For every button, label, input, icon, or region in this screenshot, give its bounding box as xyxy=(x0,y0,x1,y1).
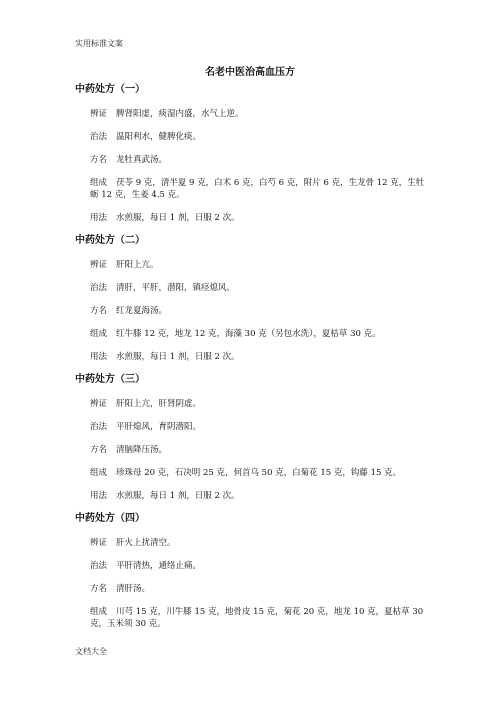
entry-text: 脾肾阳虚，痰湿内盛，水气上逆。 xyxy=(116,109,244,119)
entry-diagnosis xyxy=(75,398,430,410)
section-title: 中药处方（四） xyxy=(75,513,145,524)
entry-text: 茯苓 9 克，清半夏 9 克，白术 6 克，白芍 6 克，附片 6 克，生龙骨 12 克，生牡蛎 12 克，生姜 4.5 克。 xyxy=(90,178,425,200)
entry-usage xyxy=(75,212,430,224)
entry-formula-name xyxy=(75,154,430,166)
entry-text: 水煎服，每日 1 剂，日服 2 次。 xyxy=(116,213,240,223)
header-note: 实用标准文案 xyxy=(75,39,123,48)
entry-treatment xyxy=(75,560,430,572)
entry-text: 温阳利水，健脾化痰。 xyxy=(116,132,202,142)
entry-treatment xyxy=(75,131,430,143)
section-title: 中药处方（一） xyxy=(75,84,145,95)
entry-label: 辨证 xyxy=(90,538,108,548)
entry-text: 珍珠母 20 克，石决明 25 克，何首乌 50 克，白菊花 15 克，钩藤 15 克。 xyxy=(116,468,402,478)
entry-text: 红牛膝 12 克，地龙 12 克，海藻 30 克（另包水洗），夏枯草 30 克。 xyxy=(116,329,381,339)
entry-label: 方名 xyxy=(90,306,108,316)
entry-usage xyxy=(75,490,430,502)
entry-label: 用法 xyxy=(90,213,108,223)
entry-text: 肝火上扰清空。 xyxy=(116,538,176,548)
entry-text: 肝阳上亢，肝肾阴虚。 xyxy=(116,399,202,409)
entry-text: 清脑降压汤。 xyxy=(116,445,168,455)
entry-text: 平肝熄风，育阴潜阳。 xyxy=(116,422,202,432)
entry-text: 水煎服，每日 1 剂，日服 2 次。 xyxy=(116,352,240,362)
entry-label: 组成 xyxy=(90,178,108,188)
entry-formula-name xyxy=(75,305,430,317)
entry-diagnosis xyxy=(75,108,430,120)
entry-label: 用法 xyxy=(90,491,108,501)
prescription-section-3 xyxy=(75,374,430,502)
entry-text: 红龙夏海汤。 xyxy=(116,306,168,316)
entry-ingredients xyxy=(75,467,430,479)
prescription-section-4 xyxy=(75,513,430,630)
entry-text: 龙牡真武汤。 xyxy=(116,155,168,165)
entry-label: 组成 xyxy=(90,329,108,339)
entry-ingredients xyxy=(75,606,430,630)
entry-text: 肝阳上亢。 xyxy=(116,260,159,270)
entry-label: 治法 xyxy=(90,132,108,142)
entry-text: 水煎服，每日 1 剂，日服 2 次。 xyxy=(116,491,240,501)
prescription-section-2 xyxy=(75,235,430,363)
entry-label: 辨证 xyxy=(90,399,108,409)
entry-label: 组成 xyxy=(90,468,108,478)
entry-label: 组成 xyxy=(90,607,108,617)
entry-formula-name xyxy=(75,444,430,456)
entry-text: 平肝清热，通络止痛。 xyxy=(116,561,202,571)
entry-treatment xyxy=(75,282,430,294)
entry-text: 清肝，平肝，潜阳，镇痉熄风。 xyxy=(116,283,236,293)
document-body xyxy=(75,84,430,641)
entry-formula-name xyxy=(75,583,430,595)
entry-ingredients xyxy=(75,328,430,340)
entry-label: 辨证 xyxy=(90,109,108,119)
entry-label: 方名 xyxy=(90,155,108,165)
entry-diagnosis xyxy=(75,259,430,271)
entry-label: 辨证 xyxy=(90,260,108,270)
entry-text: 清肝汤。 xyxy=(116,584,151,594)
entry-label: 方名 xyxy=(90,445,108,455)
entry-label: 用法 xyxy=(90,352,108,362)
entry-label: 治法 xyxy=(90,283,108,293)
page-title: 名老中医治高血压方 xyxy=(205,67,295,78)
section-title: 中药处方（二） xyxy=(75,235,145,246)
entry-usage xyxy=(75,351,430,363)
entry-diagnosis xyxy=(75,537,430,549)
footer-note: 文档大全 xyxy=(75,647,107,656)
prescription-section-1 xyxy=(75,84,430,224)
entry-ingredients xyxy=(75,177,430,201)
entry-label: 方名 xyxy=(90,584,108,594)
entry-label: 治法 xyxy=(90,561,108,571)
entry-text: 川芎 15 克，川牛膝 15 克，地骨皮 15 克，菊花 20 克，地龙 10 克，夏枯草 30 克，玉米须 30 克。 xyxy=(90,607,424,629)
entry-treatment xyxy=(75,421,430,433)
section-title: 中药处方（三） xyxy=(75,374,145,385)
entry-label: 治法 xyxy=(90,422,108,432)
